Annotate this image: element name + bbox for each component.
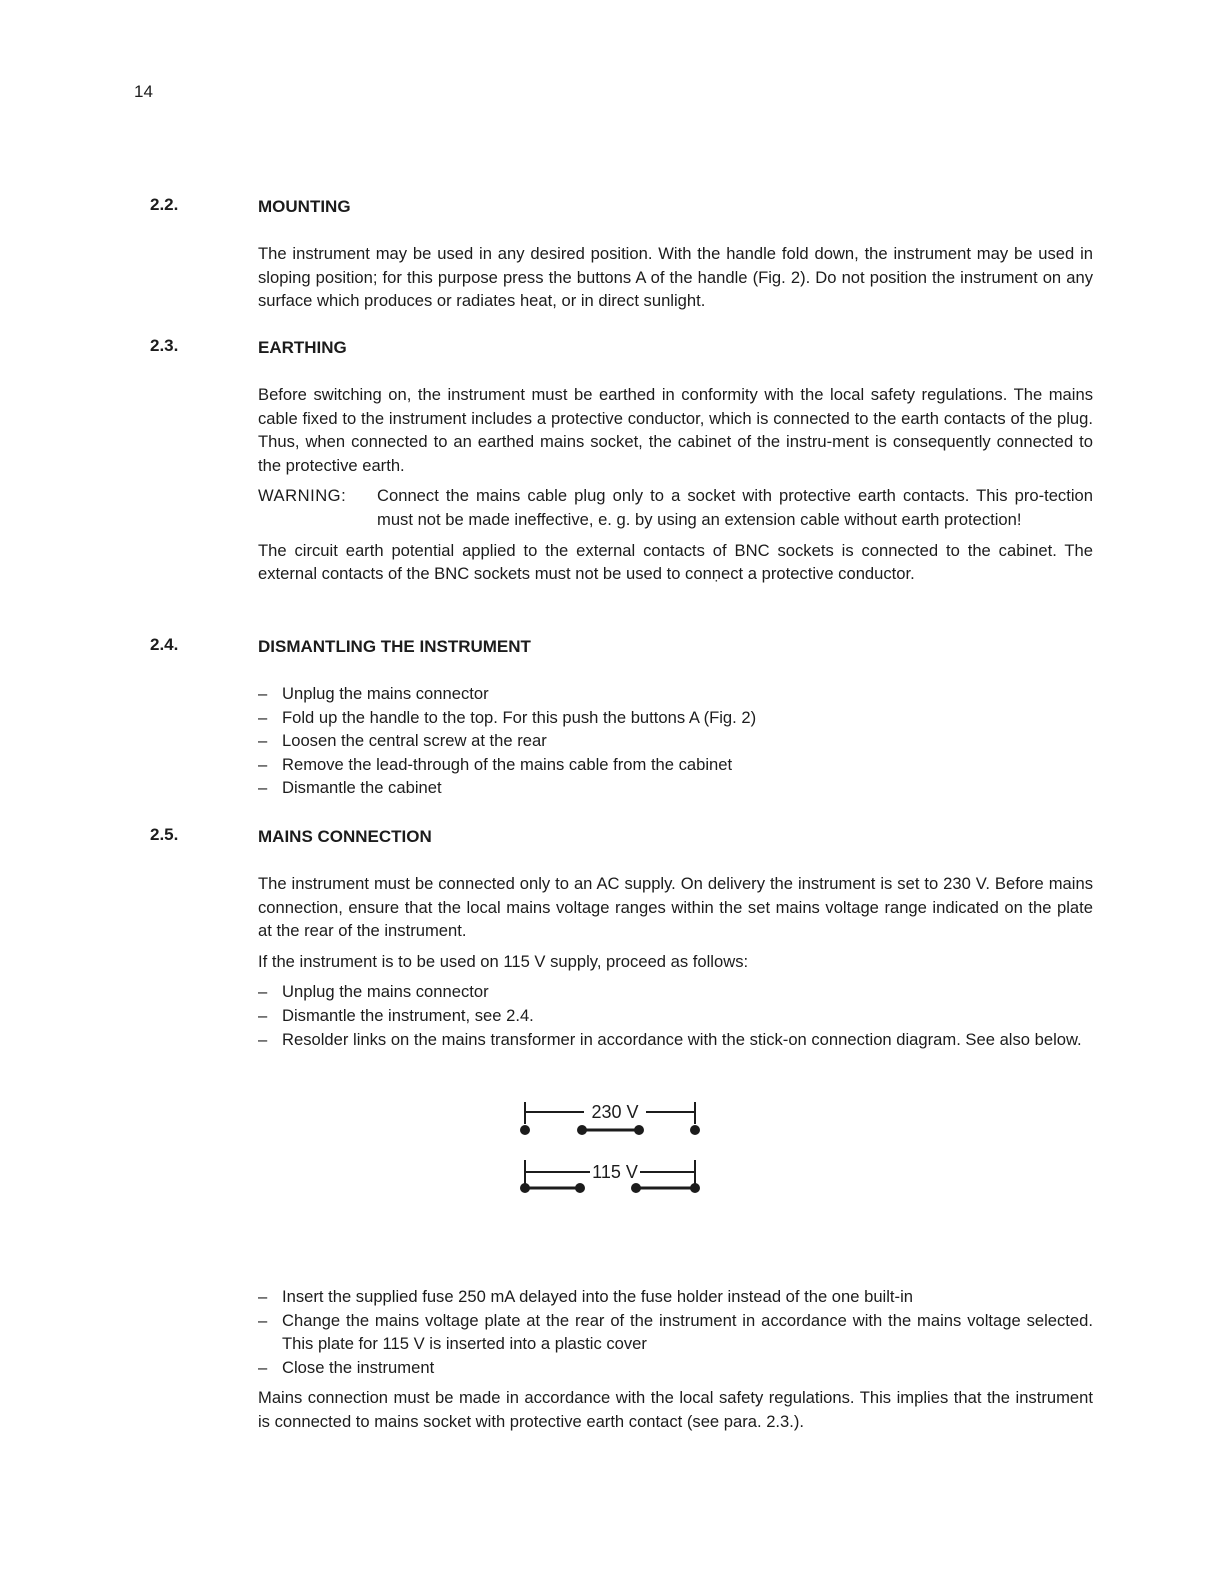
- mains-steps-after: [258, 1285, 1093, 1379]
- warning-text: Connect the mains cable plug only to a socket with protective earth contacts. This pro-tection must not be made ineffective, e. g. by using an extension cable without earth protection!: [377, 486, 1093, 529]
- section-title: MAINS CONNECTION: [258, 827, 432, 846]
- dismantling-steps: [258, 682, 1093, 800]
- terminal-dot: [577, 1125, 587, 1135]
- label-230v: 230 V: [591, 1102, 639, 1122]
- mains-paragraph-1: The instrument must be connected only to an AC supply. On delivery the instrument is set to 230 V. Before mains connection, ensure that the local mains voltage ranges within the set mains voltage range indicated on the plate at the rear of the instrument.: [258, 874, 1093, 941]
- list-item: – Unplug the mains connector: [258, 980, 1093, 1004]
- terminal-dot: [520, 1125, 530, 1135]
- section-title: MOUNTING: [258, 197, 351, 216]
- list-item: – Resolder links on the mains transformer in accordance with the stick-on connection diagram. See also below.: [258, 1028, 1093, 1052]
- list-item: – Close the instrument: [258, 1356, 1093, 1380]
- list-item: – Dismantle the instrument, see 2.4.: [258, 1004, 1093, 1028]
- section-number: 2.2.: [150, 195, 179, 214]
- voltage-link-diagram: [512, 1090, 712, 1210]
- section-title: EARTHING: [258, 338, 347, 357]
- section-mains-connection: [150, 825, 1095, 1051]
- terminal-dot: [690, 1183, 700, 1193]
- warning-label: WARNING:: [258, 486, 347, 506]
- mains-paragraph-3: Mains connection must be made in accordance with the local safety regulations. This implies that the instrument is connected to mains socket with protective earth contact (see para. 2.3.).: [258, 1388, 1093, 1431]
- terminal-dot: [575, 1183, 585, 1193]
- section-dismantling: [150, 635, 1095, 800]
- section-earthing: [150, 336, 1095, 586]
- list-item: – Fold up the handle to the top. For this push the buttons A (Fig. 2): [258, 706, 1093, 730]
- mains-steps-before: [258, 980, 1093, 1051]
- section-number: 2.3.: [150, 336, 179, 355]
- earthing-paragraph-2: The circuit earth potential applied to the external contacts of BNC sockets is connected to the cabinet. The external contacts of the BNC sockets must not be used to conṇect a protective conductor.: [258, 540, 1093, 584]
- list-item: – Loosen the central screw at the rear: [258, 729, 1093, 753]
- voltage-link-svg: [512, 1090, 712, 1210]
- warning-note: [258, 484, 1093, 531]
- list-item: – Insert the supplied fuse 250 mA delayed into the fuse holder instead of the one built-in: [258, 1285, 1093, 1309]
- earthing-paragraph-1: Before switching on, the instrument must be earthed in conformity with the local safety regulations. The mains cable fixed to the instrument includes a protective conductor, which is connected to the earth contacts of the plug. Thus, when connected to an earthed mains socket, the cabinet of the instru-ment is consequently connected to the protective earth.: [258, 385, 1093, 475]
- terminal-dot: [520, 1183, 530, 1193]
- section-number: 2.4.: [150, 635, 179, 654]
- list-item: – Unplug the mains connector: [258, 682, 1093, 706]
- section-number: 2.5.: [150, 825, 179, 844]
- section-title: DISMANTLING THE INSTRUMENT: [258, 637, 531, 656]
- terminal-dot: [631, 1183, 641, 1193]
- list-item: – Dismantle the cabinet: [258, 776, 1093, 800]
- page-number: 14: [134, 82, 153, 101]
- mains-paragraph-2: If the instrument is to be used on 115 V supply, proceed as follows:: [258, 951, 749, 971]
- section-mains-continued: [150, 1285, 1095, 1434]
- terminal-dot: [690, 1125, 700, 1135]
- mounting-paragraph: The instrument may be used in any desired position. With the handle fold down, the instrument may be used in sloping position; for this purpose press the buttons A of the handle (Fig. 2). Do not position the instrument on any surface which produces or radiates heat, or in direct sunlight.: [258, 244, 1093, 311]
- list-item: – Remove the lead-through of the mains cable from the cabinet: [258, 753, 1093, 777]
- section-mounting: [150, 195, 1095, 313]
- terminal-dot: [634, 1125, 644, 1135]
- label-115v: 115 V: [592, 1162, 638, 1182]
- list-item: – Change the mains voltage plate at the rear of the instrument in accordance with the mains voltage selected. This plate for 115 V is inserted into a plastic cover: [258, 1309, 1093, 1356]
